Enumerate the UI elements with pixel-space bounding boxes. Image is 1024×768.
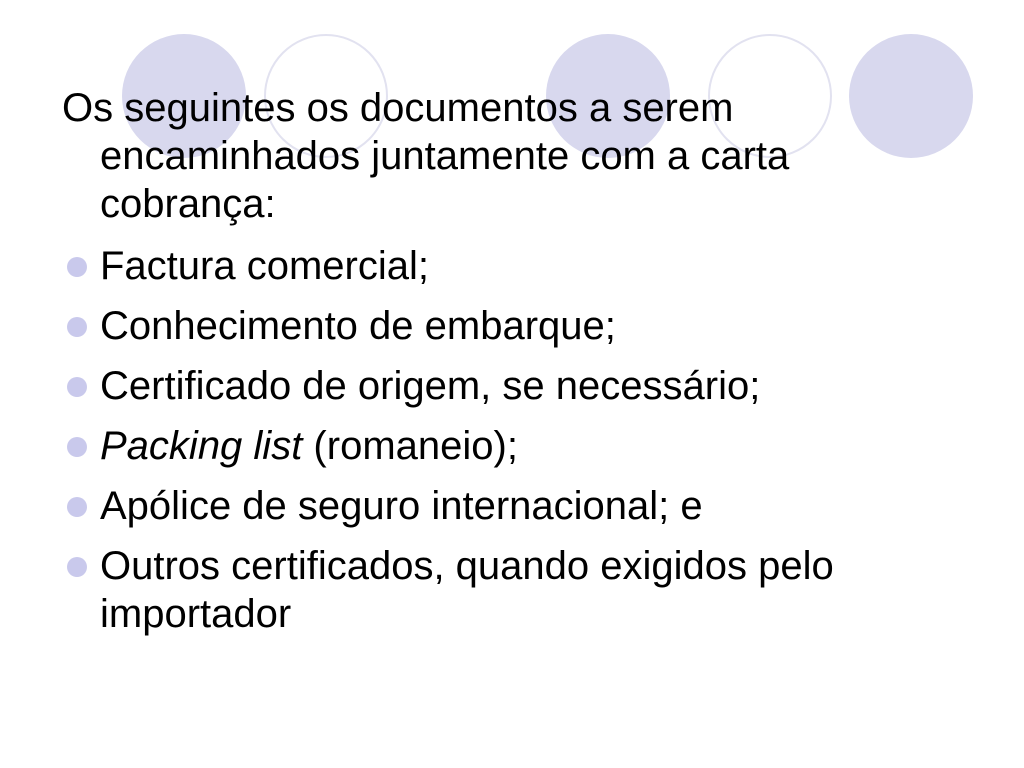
list-item-text: Outros certificados, quando exigidos pelo importador xyxy=(100,544,834,636)
list-item xyxy=(62,542,962,638)
list-item-italic-text: Packing list xyxy=(100,424,303,468)
list-item-text: Apólice de seguro internacional; e xyxy=(100,484,703,528)
bullet-dot-icon xyxy=(66,496,88,518)
intro-text: Os seguintes os documentos a serem encaminhados juntamente com a carta cobrança: xyxy=(62,86,790,226)
list-item xyxy=(62,482,962,530)
list-item xyxy=(62,422,962,470)
list-item xyxy=(62,302,962,350)
slide-body xyxy=(62,84,962,650)
list-item-text: Conhecimento de embarque; xyxy=(100,304,616,348)
bullet-dot-icon xyxy=(66,436,88,458)
list-item xyxy=(62,362,962,410)
list-item-text: (romaneio); xyxy=(302,424,518,468)
bullet-dot-icon xyxy=(66,316,88,338)
bullet-dot-icon xyxy=(66,376,88,398)
list-item xyxy=(62,242,962,290)
bullet-dot-icon xyxy=(66,556,88,578)
list-item-text: Certificado de origem, se necessário; xyxy=(100,364,761,408)
bullet-list xyxy=(62,242,962,638)
bullet-dot-icon xyxy=(66,256,88,278)
list-item-text: Factura comercial; xyxy=(100,244,429,288)
